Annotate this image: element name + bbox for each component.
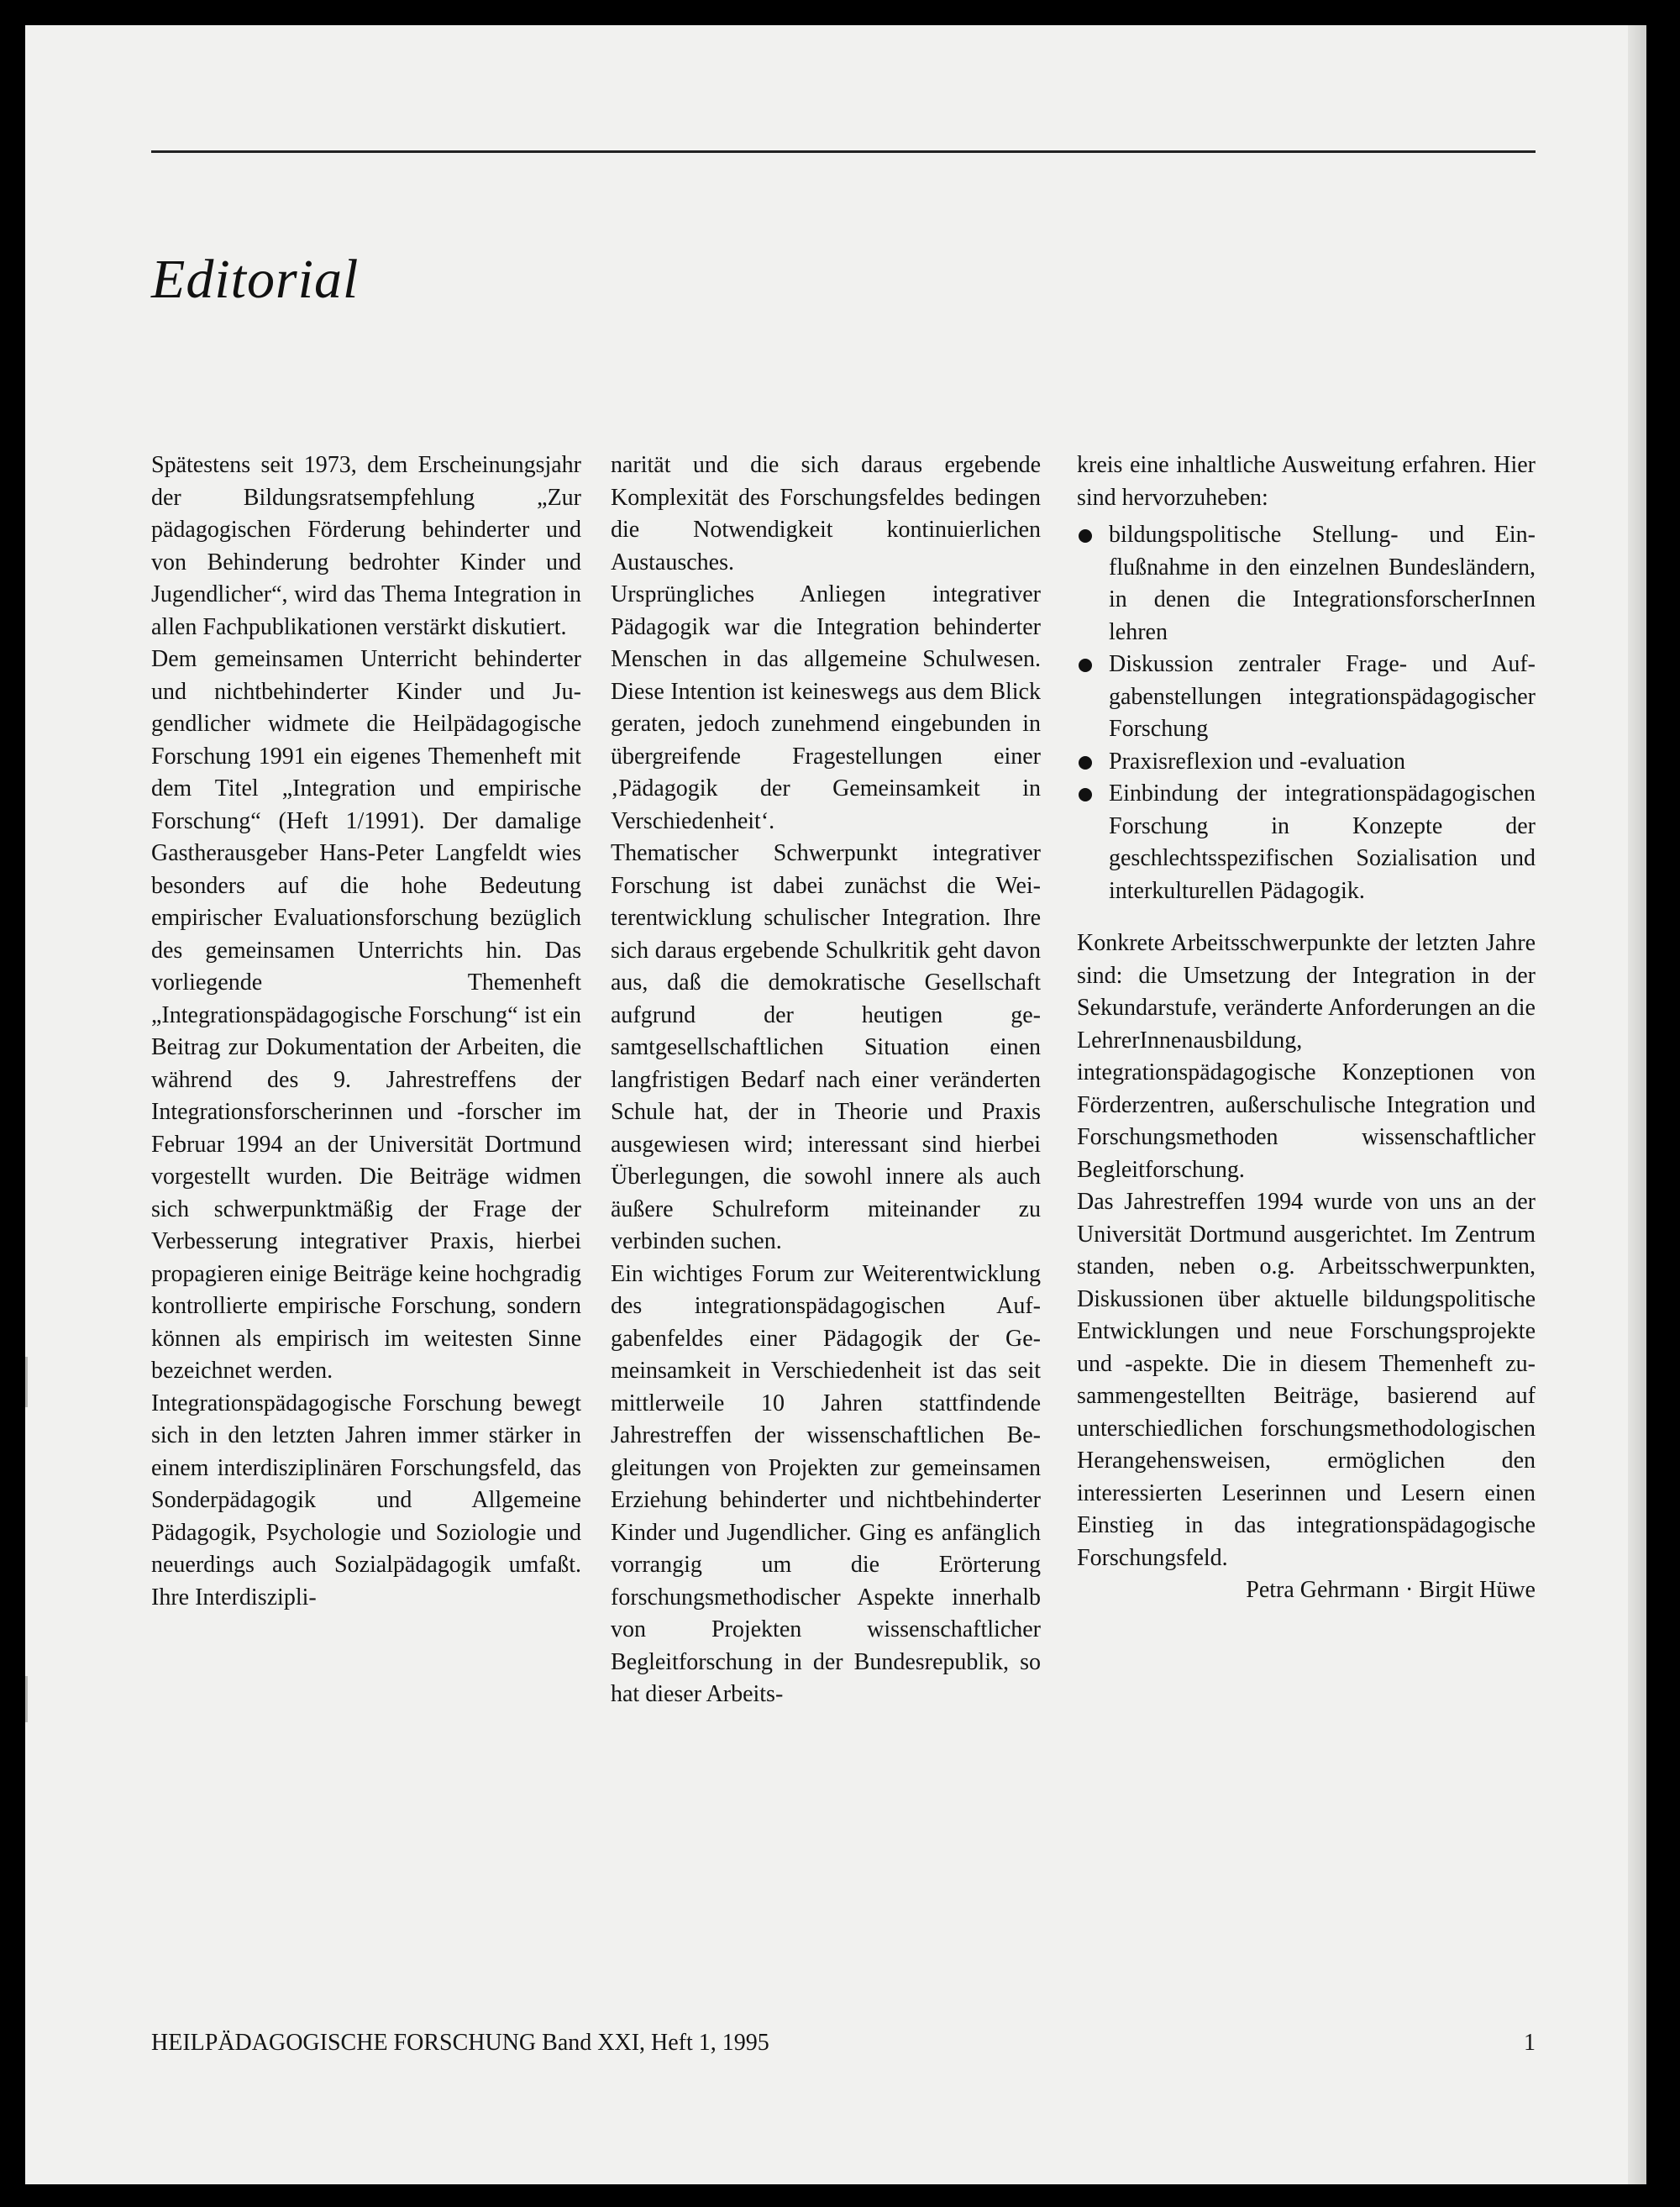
paragraph: kreis eine inhaltliche Ausweitung erfahren. Hier sind hervorzuheben: — [1077, 452, 1536, 511]
paragraph: narität und die sich daraus ergebende Komplexität des Forschungsfeldes bedingen die Notwendigkeit kontinuierlichen Austausches. — [611, 452, 1041, 575]
journal-footer: HEILPÄDAGOGISCHE FORSCHUNG Band XXI, Heft 1, 1995 — [151, 2030, 769, 2056]
paragraph-gap — [1077, 907, 1536, 927]
bullet-text: Diskussion zentraler Frage- und Aufgabenstellungen integrationspädagogischer Forschung — [1109, 651, 1536, 742]
paragraph: Integrationspädagogische Forschung bewegt sich in den letzten Jahren immer stärker in einem interdisziplinären Forschungsfeld, das Sonderpädagogik und Allgemeine Pädagogik, Psychologie und Soziologie und neuerdings auch Sozialpädagogik umfaßt. Ihre Interdiszipli- — [151, 1390, 581, 1611]
bullet-text: bildungspolitische Stellung- und Einflußnahme in den einzelnen Bundesländern, in denen die IntegrationsforscherInnen lehren — [1109, 522, 1536, 645]
journal-page — [25, 25, 1646, 2184]
paragraph: Das Jahrestreffen 1994 wurde von uns an der Universität Dortmund ausgerichtet. Im Zentrum standen, neben o.g. Arbeitsschwerpunkten, Diskussionen über aktuelle bildungspolitische Entwicklungen und neue Forschungsprojekte und -aspekte. Die in diesem Themenheft zusammengestellten Beiträge, basierend auf unterschiedlichen forschungsmethodologischen Herangehensweisen, ermöglichen den interessierten Leserinnen und Lesern einen Einstieg in das integrationspädagogische Forschungsfeld. — [1077, 1189, 1536, 1571]
page-edge-shadow — [1628, 25, 1646, 2184]
text-column-1 — [151, 449, 581, 1614]
paragraph: Ein wichtiges Forum zur Weiterentwicklung des integrationspädagogischen Aufgabenfeldes einer Pädagogik der Gemeinsamkeit in Verschiedenheit ist das seit mittlerweile 10 Jahren stattfindende Jahrestreffen der wissenschaftlichen Begleitungen von Projekten zur gemeinsamen Erziehung behinderter und nichtbehinderter Kinder und Jugendlicher. Ging es anfänglich vorrangig um die Erörterung forschungsmethodischer Aspekte innerhalb von Projekten wissenschaftlicher Begleitforschung in der Bundesrepublik, so hat dieser Arbeits- — [611, 1260, 1041, 1707]
text-column-2 — [611, 449, 1041, 1711]
bullet-text: Praxisreflexion und -evaluation — [1109, 748, 1406, 775]
bullet-item — [1077, 649, 1536, 746]
bullet-item — [1077, 519, 1536, 649]
bullet-list — [1077, 519, 1536, 907]
text-column-3 — [1077, 449, 1536, 1607]
paragraph: Dem gemeinsamen Unterricht behinderter und nichtbehinderter Kinder und Jugendlicher widmete die Heilpädagogische Forschung 1991 ein eigenes Themenheft mit dem Titel „Integration und empirische Forschung“ (Heft 1/1991). Der damalige Gastherausgeber Hans-Peter Langfeldt wies besonders auf die hohe Bedeutung empirischer Evaluationsforschung bezüglich des gemeinsamen Unterrichts hin. Das vorliegende Themenheft „Integrationspädagogische Forschung“ ist ein Beitrag zur Dokumentation der Arbeiten, die während des 9. Jahrestreffens der Integrationsforscherinnen und -forscher im Februar 1994 an der Universität Dortmund vorgestellt wurden. Die Beiträge widmen sich schwerpunktmäßig der Frage der Verbesserung integrativer Praxis, hierbei propagieren einige Beiträge keine hochgradig kontrollierte empirische Forschung, sondern können als empirisch im weitesten Sinne bezeichnet werden. — [151, 646, 581, 1384]
bullet-icon — [1079, 788, 1092, 801]
scan-artifact-mark — [25, 1676, 28, 1722]
bullet-icon — [1079, 529, 1092, 543]
paragraph: Thematischer Schwerpunkt integrativer Forschung ist dabei zunächst die Weiterentwicklung schulischer Integration. Ihre sich daraus ergebende Schulkritik geht davon aus, daß die demokratische Gesellschaft aufgrund der heutigen gesamtgesellschaftlichen Situation einen langfristigen Bedarf nach einer veränderten Schule hat, der in Theorie und Praxis ausgewiesen wird; interessant sind hierbei Überlegungen, die sowohl innere als auch äußere Schulreform miteinander zu verbinden suchen. — [611, 840, 1041, 1254]
page-number: 1 — [1524, 2030, 1536, 2056]
bullet-icon — [1079, 756, 1092, 770]
header-rule — [151, 150, 1536, 153]
bullet-text: Einbindung der integrationspädagogischen Forschung in Konzepte der geschlechtsspezifischen Sozialisation und interkulturellen Pädagogik. — [1109, 780, 1536, 904]
bullet-item — [1077, 778, 1536, 907]
bullet-item — [1077, 746, 1536, 779]
page-title: Editorial — [151, 249, 360, 310]
paragraph: Ursprüngliches Anliegen integrativer Pädagogik war die Integration behinderter Menschen in das allgemeine Schulwesen. Diese Intention ist keineswegs aus dem Blick geraten, jedoch zunehmend eingebunden in übergreifende Fragestellungen einer ‚Pädagogik der Gemeinsamkeit in Verschiedenheit‘. — [611, 581, 1041, 834]
paragraph: Konkrete Arbeitsschwerpunkte der letzten Jahre sind: die Umsetzung der Integration in der Sekundarstufe, veränderte Anforderungen an die LehrerInnenausbildung, integrationspädagogische Konzeptionen von Förderzentren, außerschulische Integration und Forschungsmethoden wissenschaftlicher Begleitforschung. — [1077, 930, 1536, 1183]
author-signature: Petra Gehrmann · Birgit Hüwe — [1246, 1577, 1536, 1603]
scan-artifact-mark — [25, 1357, 28, 1407]
paragraph: Spätestens seit 1973, dem Erscheinungsjahr der Bildungsratsempfehlung „Zur pädagogischen Förderung behinderter und von Behinderung bedrohter Kinder und Jugendlicher“, wird das Thema Integration in allen Fachpublikationen verstärkt diskutiert. — [151, 452, 581, 640]
bullet-icon — [1079, 659, 1092, 672]
